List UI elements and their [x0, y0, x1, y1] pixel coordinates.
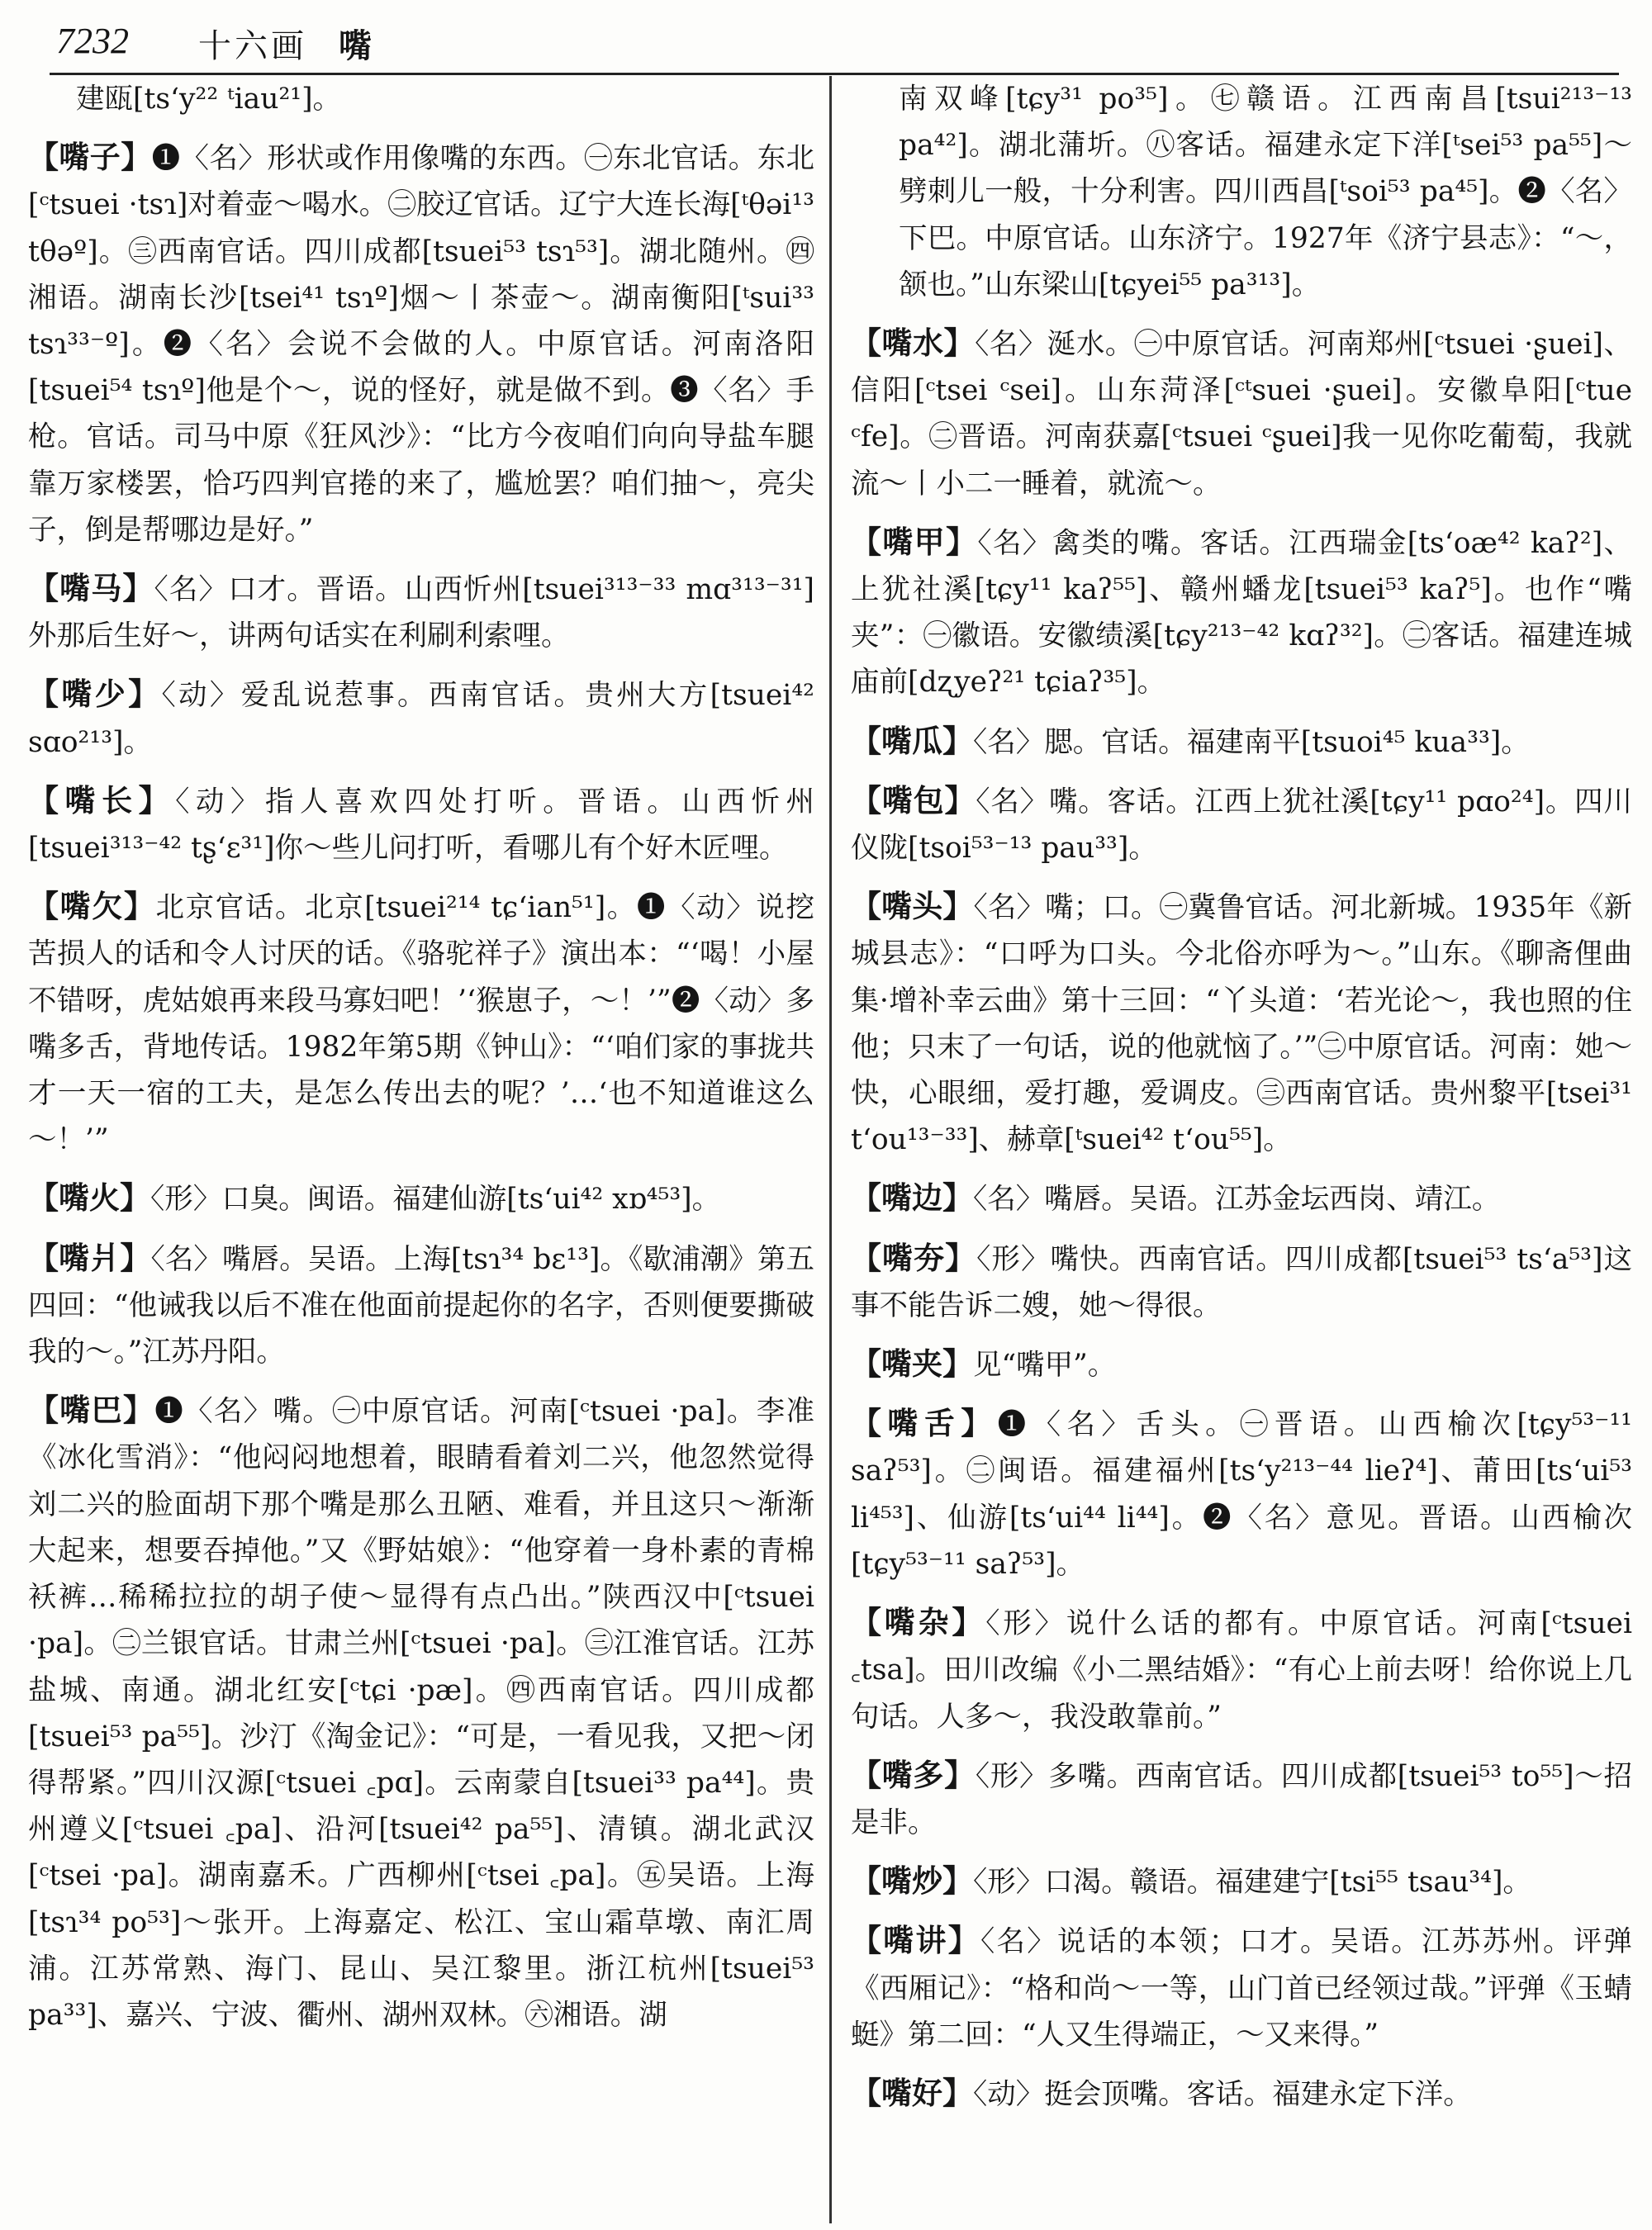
entry-zuishe — [851, 1400, 1632, 1587]
entry-text: 南双峰[tɕy³¹ po³⁵]。㊆赣语。江西南昌[tsui²¹³⁻¹³ pa⁴²]。湖北蒲圻。㊇客话。福建永定下洋[ᵗsei⁵³ pa⁵⁵]～劈刺儿一般，十分利害。四川西昌[ᵗsoi⁵³ pa⁴⁵]。❷〈名〉下巴。中原官话。山东济宁。1927年《济宁县志》：“～，颔也。”山东梁山[tɕyei⁵⁵ pa³¹³]。 — [899, 83, 1632, 301]
entry-headword: 【嘴长】 — [28, 781, 176, 818]
entry-text: 〈动〉指人喜欢四处打听。晋语。山西忻州[tsuei³¹³⁻⁴² tʂʻɛ³¹]你～些儿问打听，看哪儿有个好木匠哩。 — [28, 785, 814, 866]
entry-continuation — [851, 76, 1632, 308]
entry-headword: 【嘴瓜】 — [851, 722, 973, 759]
entry-text: 〈形〉口渴。赣语。福建建宁[tsi⁵⁵ tsau³⁴]。 — [973, 1866, 1531, 1900]
left-column — [28, 76, 814, 2223]
header-rule — [50, 73, 1619, 75]
entry-zuibao — [851, 777, 1632, 871]
entry-zuihuo — [28, 1174, 814, 1222]
entry-headword: 【嘴边】 — [851, 1179, 973, 1217]
entry-zuijia-variant — [851, 1340, 1632, 1388]
entry-zuichang — [28, 777, 814, 871]
entry-text: 〈名〉嘴；口。㊀冀鲁官话。河北新城。1935年《新城县志》：“口呼为口头。今北俗亦呼为～。”山东。《聊斋俚曲集·增补幸云曲》第十三回：“丫头道：‘若光论～，我也照的住他；只末了一句话，说的他就恼了。’”㊁中原官话。河南：她～快，心眼细，爱打趣，爱调皮。㊂西南官话。贵州黎平[tsei³¹ tʻou¹³⁻³³]、赫章[ᵗsuei⁴² tʻou⁵⁵]。 — [851, 891, 1632, 1157]
stroke-section: 十六画 — [198, 27, 307, 65]
entry-headword: 【嘴水】 — [851, 325, 976, 362]
entry-zuiba — [28, 1387, 814, 2038]
entry-text: 〈名〉涎水。㊀中原官话。河南郑州[ᶜtsuei ·ʂuei]、信阳[ᶜtsei ᶜsei]。山东菏泽[ᶜᵗsuei ·ʂuei]。安徽阜阳[ᶜtue ᶜfe]。㊁晋语。河南获嘉[ᶜtsuei ᶜʂuei]我一见你吃葡萄，我就流～丨小二一睡着，就流～。 — [851, 328, 1632, 501]
entry-headword: 【嘴火】 — [28, 1179, 150, 1217]
entry-headword: 【嘴讲】 — [851, 1922, 980, 1959]
entry-continuation — [28, 76, 814, 122]
entry-text: 见“嘴甲”。 — [973, 1349, 1117, 1383]
entry-text: 〈动〉爱乱说惹事。西南官话。贵州大方[tsuei⁴² sɑo²¹³]。 — [28, 679, 814, 759]
entry-text: 〈动〉挺会顶嘴。客话。福建永定下洋。 — [973, 2077, 1472, 2111]
entry-headword: 【嘴子】 — [28, 139, 152, 176]
entry-headword: 【嘴巴】 — [28, 1392, 155, 1429]
entry-headword: 【嘴欠】 — [28, 888, 156, 925]
entry-headword: 【嘴马】 — [28, 570, 154, 607]
entry-headword: 【嘴甲】 — [851, 523, 978, 560]
entry-text: 〈形〉嘴快。西南官话。四川成都[tsuei⁵³ tsʻa⁵³]这事不能告诉二嫂，她～得很。 — [851, 1242, 1632, 1322]
entry-headword: 【嘴包】 — [851, 781, 976, 818]
entry-text: 〈名〉嘴唇。吴语。上海[tsɿ³⁴ bɛ¹³]。《歇浦潮》第五四回：“他诫我以后不准在他面前提起你的名字，否则便要撕破我的～。”江苏丹阳。 — [28, 1242, 814, 1369]
entry-headword: 【嘴爿】 — [28, 1239, 151, 1276]
entry-zuipan — [28, 1235, 814, 1376]
entry-headword: 【嘴舌】 — [851, 1405, 998, 1442]
page-header — [50, 8, 1619, 76]
entry-text: 〈形〉说什么话的都有。中原官话。河南[ᶜtsuei ꜀tsa]。田川改编《小二黑结婚》：“有心上前去呀！给你说上几句话。人多～，我没敢靠前。” — [851, 1607, 1632, 1734]
entry-headword: 【嘴夹】 — [851, 1345, 973, 1383]
entry-text: 〈名〉口才。晋语。山西忻州[tsuei³¹³⁻³³ mɑ³¹³⁻³¹]外那后生好～，讲两句话实在利刷利索哩。 — [28, 573, 814, 653]
entry-headword: 【嘴好】 — [851, 2074, 973, 2111]
entry-headword: 【嘴多】 — [851, 1756, 976, 1793]
right-column — [851, 76, 1632, 2223]
entry-zuima — [28, 565, 814, 659]
entry-zuijiang — [851, 1917, 1632, 2058]
entry-text: 〈名〉嘴。客话。江西上犹社溪[tɕy¹¹ pɑo²⁴]。四川仪陇[tsoi⁵³⁻¹³ pau³³]。 — [851, 785, 1632, 866]
entry-text: 〈名〉腮。官话。福建南平[tsuoi⁴⁵ kua³³]。 — [973, 725, 1530, 759]
entry-zuishui — [851, 320, 1632, 507]
entry-text: ❶〈名〉形状或作用像嘴的东西。㊀东北官话。东北[ᶜtsuei ·tsɿ]对着壶～喝水。㊁胶辽官话。辽宁大连长海[ᵗθəi¹³ tθəº]。㊂西南官话。四川成都[tsuei⁵³ tsɿ⁵³]。湖北随州。㊃湘语。湖南长沙[tsei⁴¹ tsɿº]烟～丨茶壶～。湖南衡阳[ᵗsui³³ tsɿ³³⁻º]。❷〈名〉会说不会做的人。中原官话。河南洛阳[tsuei⁵⁴ tsɿº]他是个～，说的怪好，就是做不到。❸〈名〉手枪。官话。司马中原《狂风沙》：“比方今夜咱们向向导盐车腿靠万家楼罢，恰巧四判官捲的来了，尴尬罢？咱们抽～，亮尖子，倒是帮哪边是好。” — [28, 142, 814, 547]
entry-text: 〈名〉嘴唇。吴语。江苏金坛西岗、靖江。 — [973, 1183, 1501, 1217]
entry-zuikua — [851, 1235, 1632, 1329]
entry-headword: 【嘴夯】 — [851, 1239, 977, 1276]
entry-text: ❶〈名〉舌头。㊀晋语。山西榆次[tɕy⁵³⁻¹¹ saʔ⁵³]。㊁闽语。福建福州[tsʻy²¹³⁻⁴⁴ lieʔ⁴]、莆田[tsʻui⁵³ li⁴⁵³]、仙游[tsʻui⁴⁴ li⁴⁴]。❷〈名〉意见。晋语。山西榆次[tɕy⁵³⁻¹¹ saʔ⁵³]。 — [851, 1408, 1632, 1581]
entry-text: 建瓯[tsʻy²² ᵗiau²¹]。 — [76, 83, 342, 116]
entry-zuizi — [28, 134, 814, 553]
entry-text: 〈名〉说话的本领；口才。吴语。江苏苏州。评弹《西厢记》：“格和尚～一等，山门首已经领过哉。”评弹《玉蜻蜓》第二回：“人又生得端正，～又来得。” — [851, 1925, 1632, 2052]
page-number: 7232 — [56, 21, 129, 61]
entry-zuishao — [28, 671, 814, 765]
entry-zuigua — [851, 718, 1632, 766]
entry-headword: 【嘴少】 — [28, 676, 162, 713]
entry-zuitou — [851, 883, 1632, 1163]
entry-zuiza — [851, 1599, 1632, 1740]
entry-zuijia — [851, 519, 1632, 706]
entry-zuibian — [851, 1174, 1632, 1222]
entry-text: 〈名〉禽类的嘴。客话。江西瑞金[tsʻoæ⁴² kaʔ²]、上犹社溪[tɕy¹¹ kaʔ⁵⁵]、赣州蟠龙[tsuei⁵³ kaʔ⁵]。也作“嘴夹”：㊀徽语。安徽绩溪[tɕy²¹³⁻⁴² kɑʔ³²]。㊁客话。福建连城庙前[dʐyeʔ²¹ tɕiaʔ³⁵]。 — [851, 526, 1632, 700]
entry-text: ❶〈名〉嘴。㊀中原官话。河南[ᶜtsuei ·pa]。李准《冰化雪消》：“他闷闷地想着，眼睛看着刘二兴，他忽然觉得刘二兴的脸面胡下那个嘴是那么丑陋、难看，并且这只～渐渐大起来，想要吞掉他。”又《野姑娘》：“他穿着一身朴素的青棉袄裤…稀稀拉拉的胡子使～显得有点凸出。”陕西汉中[ᶜtsuei ·pa]。㊁兰银官话。甘肃兰州[ᶜtsuei ·pa]。㊂江淮官话。江苏盐城、南通。湖北红安[ᶜtɕi ·pæ]。㊃西南官话。四川成都[tsuei⁵³ pa⁵⁵]。沙汀《淘金记》：“可是，一看见我，又把～闭得帮紧。”四川汉源[ᶜtsuei ꜀pɑ]。云南蒙自[tsuei³³ pa⁴⁴]。贵州遵义[ᶜtsuei ꜀pa]、沿河[tsuei⁴² pa⁵⁵]、清镇。湖北武汉[ᶜtsei ·pa]。湖南嘉禾。广西柳州[ᶜtsei ꜀pa]。㊄吴语。上海[tsɿ³⁴ po⁵³]～张开。上海嘉定、松江、宝山霜草墩、南汇周浦。江苏常熟、海门、昆山、吴江黎里。浙江杭州[tsuei⁵³ pa³³]、嘉兴、宁波、衢州、湖州双林。㊅湘语。湖 — [28, 1395, 814, 2032]
entry-headword: 【嘴头】 — [851, 888, 974, 925]
entry-zuichao — [851, 1858, 1632, 1905]
entry-text: 〈形〉多嘴。西南官话。四川成都[tsuei⁵³ to⁵⁵]～招是非。 — [851, 1759, 1632, 1839]
entry-text: 〈形〉口臭。闽语。福建仙游[tsʻui⁴² xɒ⁴⁵³]。 — [150, 1183, 721, 1217]
entry-zuiduo — [851, 1752, 1632, 1846]
entry-text: 北京官话。北京[tsuei²¹⁴ tɕʻian⁵¹]。❶〈动〉说挖苦损人的话和令人讨厌的话。《骆驼祥子》演出本：“‘喝！小屋不错呀，虎姑娘再来段马寡妇吧！’‘猴崽子，～！’”❷〈动〉多嘴多舌，背地传话。1982年第5期《钟山》：“‘咱们家的事拢共才一天一宿的工夫，是怎么传出去的呢？’…‘也不知道谁这么～！’” — [28, 891, 814, 1157]
column-divider — [829, 76, 832, 2223]
entry-zuiqian — [28, 883, 814, 1163]
entry-headword: 【嘴炒】 — [851, 1862, 973, 1900]
entry-zuihao — [851, 2070, 1632, 2118]
section-head-char: 嘴 — [339, 26, 372, 65]
entry-headword: 【嘴杂】 — [851, 1604, 986, 1641]
